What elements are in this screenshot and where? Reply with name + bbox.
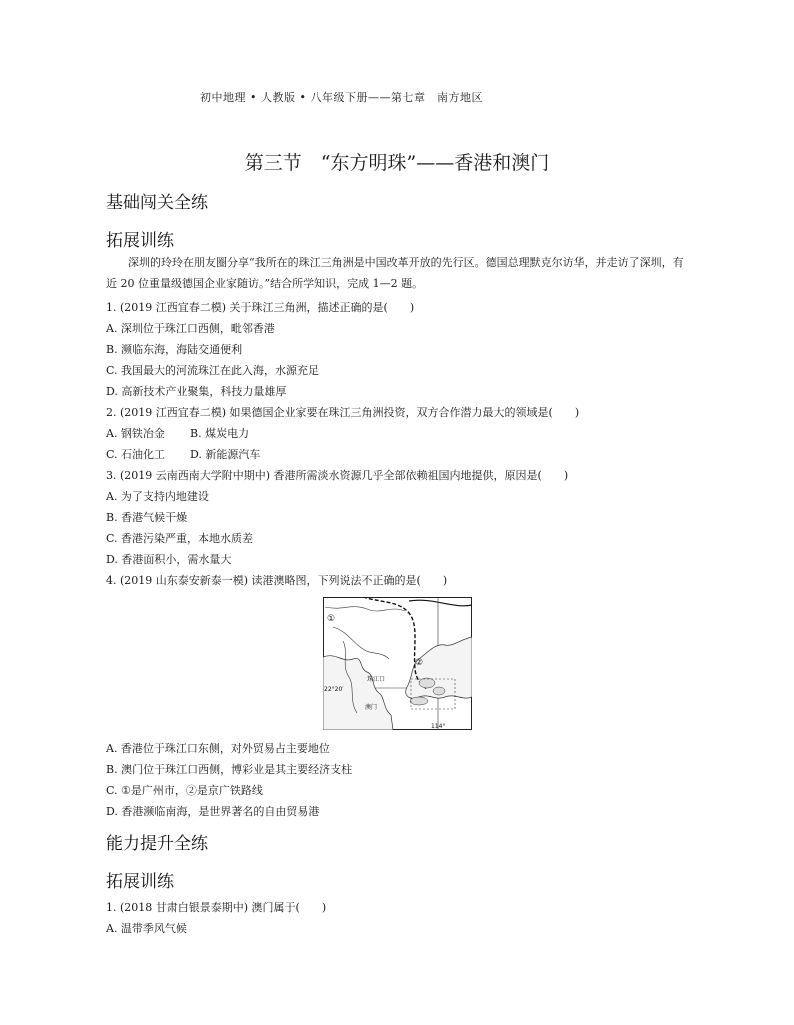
section-title: 第三节 “东方明珠”——香港和澳门: [244, 152, 550, 174]
q3-stem: 3. (2019 云南西南大学附中期中) 香港所需淡水资源几乎全部依赖祖国内地提供，原因是( ): [106, 469, 569, 482]
map-label-latitude: 22°20′: [324, 686, 344, 693]
p2-q1-option-a: A. 温带季风气候: [106, 922, 187, 935]
q4-option-d: D. 香港濒临南海，是世界著名的自由贸易港: [106, 805, 320, 818]
q4-option-b: B. 澳门位于珠江口西侧，博彩业是其主要经济支柱: [106, 763, 353, 776]
q1-option-c: C. 我国最大的河流珠江在此入海，水源充足: [106, 364, 320, 377]
q3-option-c: C. 香港污染严重，本地水质差: [106, 532, 254, 545]
q3-option-a: A. 为了支持内地建设: [106, 490, 209, 503]
q2-option-a: A. 钢铁冶金: [106, 427, 165, 440]
q2-stem: 2. (2019 江西宜春二模) 如果德国企业家要在珠江三角洲投资，双方合作潜力最大的领域是( ): [106, 406, 580, 419]
q3-option-b: B. 香港气候干燥: [106, 511, 188, 524]
page-header: 初中地理 • 人教版 • 八年级下册——第七章 南方地区: [200, 91, 483, 104]
q2-options-row2: [106, 446, 260, 462]
q4-stem: 4. (2019 山东泰安新泰一模) 读港澳略图，下列说法不正确的是( ): [106, 574, 448, 587]
q2-options-row1: [106, 425, 249, 441]
q3-option-d: D. 香港面积小，需水量大: [106, 553, 232, 566]
q4-option-a: A. 香港位于珠江口东侧，对外贸易占主要地位: [106, 742, 330, 755]
q2-option-b: B. 煤炭电力: [190, 427, 250, 440]
intro-paragraph: 深圳的玲玲在朋友圈分享“我所在的珠江三角洲是中国改革开放的先行区。德国总理默克尔访华，并走访了深圳，有近 20 位重量级德国企业家随访。”结合所学知识，完成 1—2 题。: [106, 256, 684, 290]
q4-option-c: C. ①是广州市，②是京广铁路线: [106, 784, 263, 797]
part2-heading: 能力提升全练: [106, 834, 208, 854]
map-label-1: ①: [327, 614, 336, 624]
q1-stem: 1. (2019 江西宜春二模) 关于珠江三角洲，描述正确的是( ): [106, 301, 415, 314]
q2-option-c: C. 石油化工: [106, 448, 166, 461]
q1-option-a: A. 深圳位于珠江口西侧，毗邻香港: [106, 322, 275, 335]
q1-option-d: D. 高新技术产业聚集，科技力量雄厚: [106, 385, 287, 398]
map-label-longitude: 114°: [431, 723, 446, 730]
p2-q1-stem: 1. (2018 甘肃白银景泰期中) 澳门属于( ): [106, 901, 327, 914]
map-label-zhujiangkou: 珠江口: [367, 676, 386, 683]
q1-option-b: B. 濒临东海，海陆交通便利: [106, 343, 243, 356]
hk-macau-map: [323, 597, 472, 730]
q2-option-d: D. 新能源汽车: [190, 448, 261, 461]
part1-subheading: 拓展训练: [106, 231, 174, 251]
part2-subheading: 拓展训练: [106, 872, 174, 892]
part1-heading: 基础闯关全练: [106, 193, 208, 213]
map-label-2: ②: [415, 658, 424, 668]
map-label-macau: 澳门: [365, 704, 378, 711]
